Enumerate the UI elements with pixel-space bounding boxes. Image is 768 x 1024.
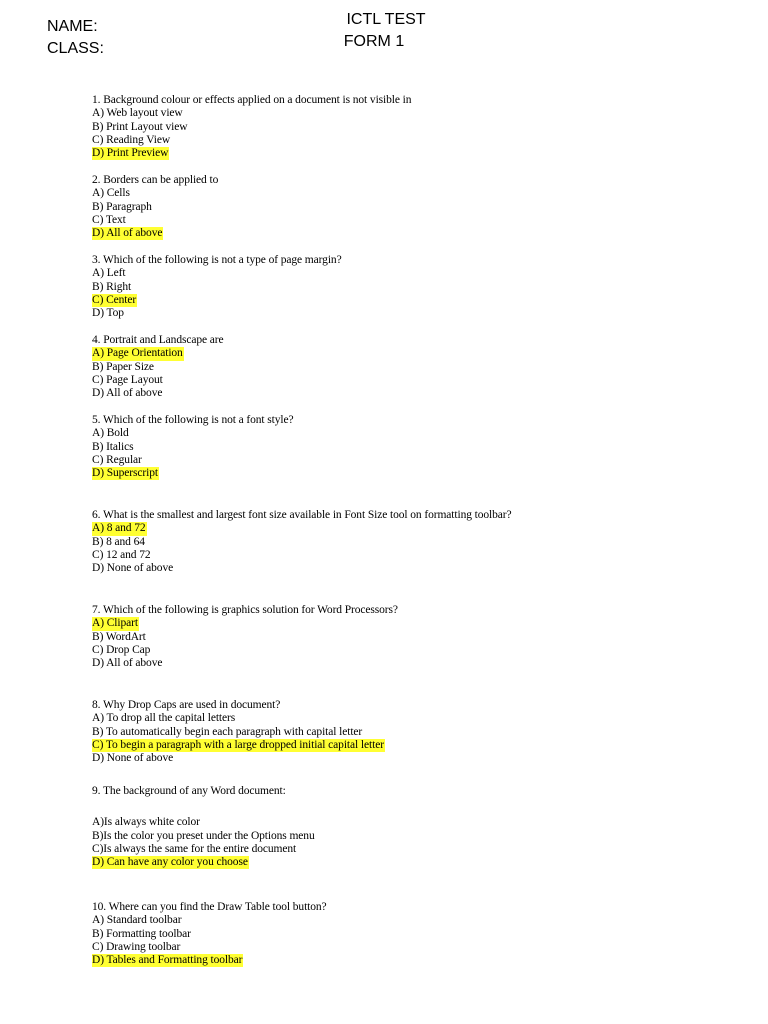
answer-option <box>92 187 219 200</box>
option-label: A)Is always white color <box>92 816 200 829</box>
answer-option <box>92 441 295 454</box>
answer-option <box>92 928 328 941</box>
option-label: B) Right <box>92 280 132 293</box>
question-text <box>92 334 225 347</box>
option-label: A) Cells <box>92 187 130 200</box>
question-block <box>92 174 219 240</box>
question-block <box>92 94 412 160</box>
option-label: A) Clipart <box>92 617 138 630</box>
question-label: 8. Why Drop Caps are used in document? <box>92 699 281 711</box>
question-text <box>92 174 219 187</box>
option-label: B) WordArt <box>92 630 146 643</box>
question-label: 6. What is the smallest and largest font size available in Font Size tool on formatting toolbar? <box>92 509 512 521</box>
option-label: D) All of above <box>92 657 163 670</box>
answer-option <box>92 454 295 467</box>
answer-option <box>92 941 328 954</box>
highlighted-answer-option <box>92 467 295 480</box>
answer-option <box>92 752 385 765</box>
class-label: CLASS: <box>47 40 104 57</box>
option-label: B) To automatically begin each paragraph with capital letter <box>92 725 363 738</box>
option-label: B) Paper Size <box>92 360 154 373</box>
option-label: C) To begin a paragraph with a large dropped initial capital letter <box>92 738 384 751</box>
answer-option <box>92 201 219 214</box>
option-label: D) Top <box>92 307 124 320</box>
highlighted-answer-option <box>92 739 385 752</box>
answer-option <box>92 387 225 400</box>
option-label: A) Page Orientation <box>92 347 183 360</box>
question-text <box>92 785 316 798</box>
question-text <box>92 901 328 914</box>
question-block <box>92 604 399 670</box>
answer-option <box>92 712 385 725</box>
question-label: 4. Portrait and Landscape are <box>92 334 224 346</box>
option-label: C) 12 and 72 <box>92 548 151 561</box>
option-label: C) Regular <box>92 453 142 466</box>
answer-option <box>92 816 316 829</box>
answer-option <box>92 914 328 927</box>
name-label: NAME: <box>47 18 98 35</box>
answer-option <box>92 134 412 147</box>
answer-option <box>92 631 399 644</box>
answer-option <box>92 726 385 739</box>
answer-option <box>92 267 343 280</box>
question-label: 7. Which of the following is graphics solution for Word Processors? <box>92 604 398 616</box>
question-block <box>92 254 343 320</box>
option-label: D) None of above <box>92 562 174 575</box>
option-label: D) Tables and Formatting toolbar <box>92 954 243 967</box>
option-label: A) To drop all the capital letters <box>92 712 236 725</box>
question-text <box>92 604 399 617</box>
answer-option <box>92 374 225 387</box>
question-text <box>92 254 343 267</box>
option-label: A) Bold <box>92 427 129 440</box>
option-label: C) Page Layout <box>92 373 163 386</box>
answer-option <box>92 657 399 670</box>
option-label: D) Print Preview <box>92 147 169 160</box>
answer-option <box>92 830 316 843</box>
highlighted-answer-option <box>92 522 513 535</box>
highlighted-answer-option <box>92 617 399 630</box>
form-label: FORM 1 <box>343 33 405 50</box>
spacer <box>92 798 316 816</box>
answer-option <box>92 214 219 227</box>
question-block <box>92 334 225 400</box>
option-label: A) Web layout view <box>92 107 183 120</box>
question-block <box>92 414 295 480</box>
option-label: B) Paragraph <box>92 200 152 213</box>
option-label: C) Text <box>92 213 126 226</box>
option-label: C) Drop Cap <box>92 643 151 656</box>
option-label: D) None of above <box>92 752 174 765</box>
option-label: B) 8 and 64 <box>92 535 145 548</box>
option-label: D) Can have any color you choose <box>92 856 248 869</box>
option-label: A) 8 and 72 <box>92 522 146 535</box>
option-label: C)Is always the same for the entire document <box>92 842 297 855</box>
option-label: C) Drawing toolbar <box>92 940 181 953</box>
question-label: 9. The background of any Word document: <box>92 785 286 797</box>
option-label: A) Left <box>92 267 126 280</box>
answer-option <box>92 843 316 856</box>
question-text <box>92 509 513 522</box>
question-text <box>92 414 295 427</box>
highlighted-answer-option <box>92 954 328 967</box>
answer-option <box>92 361 225 374</box>
answer-option <box>92 121 412 134</box>
question-block <box>92 785 316 869</box>
option-label: C) Reading View <box>92 133 171 146</box>
question-text <box>92 94 412 107</box>
answer-option <box>92 281 343 294</box>
question-block <box>92 509 513 575</box>
question-label: 1. Background colour or effects applied on a document is not visible in <box>92 94 412 106</box>
question-label: 10. Where can you find the Draw Table tool button? <box>92 901 327 913</box>
answer-option <box>92 427 295 440</box>
option-label: D) All of above <box>92 227 163 240</box>
question-block <box>92 901 328 967</box>
question-label: 3. Which of the following is not a type of page margin? <box>92 254 342 266</box>
highlighted-answer-option <box>92 147 412 160</box>
highlighted-answer-option <box>92 347 225 360</box>
answer-option <box>92 307 343 320</box>
option-label: A) Standard toolbar <box>92 914 182 927</box>
test-title: ICTL TEST <box>346 11 426 28</box>
answer-option <box>92 549 513 562</box>
option-label: B) Formatting toolbar <box>92 927 191 940</box>
option-label: B) Italics <box>92 440 134 453</box>
highlighted-answer-option <box>92 227 219 240</box>
option-label: B)Is the color you preset under the Options menu <box>92 829 315 842</box>
highlighted-answer-option <box>92 856 316 869</box>
highlighted-answer-option <box>92 294 343 307</box>
question-text <box>92 699 385 712</box>
answer-option <box>92 562 513 575</box>
option-label: D) Superscript <box>92 467 158 480</box>
option-label: D) All of above <box>92 387 163 400</box>
question-label: 2. Borders can be applied to <box>92 174 219 186</box>
answer-option <box>92 107 412 120</box>
answer-option <box>92 536 513 549</box>
option-label: C) Center <box>92 293 137 306</box>
answer-option <box>92 644 399 657</box>
question-block <box>92 699 385 765</box>
option-label: B) Print Layout view <box>92 120 188 133</box>
question-label: 5. Which of the following is not a font style? <box>92 414 294 426</box>
